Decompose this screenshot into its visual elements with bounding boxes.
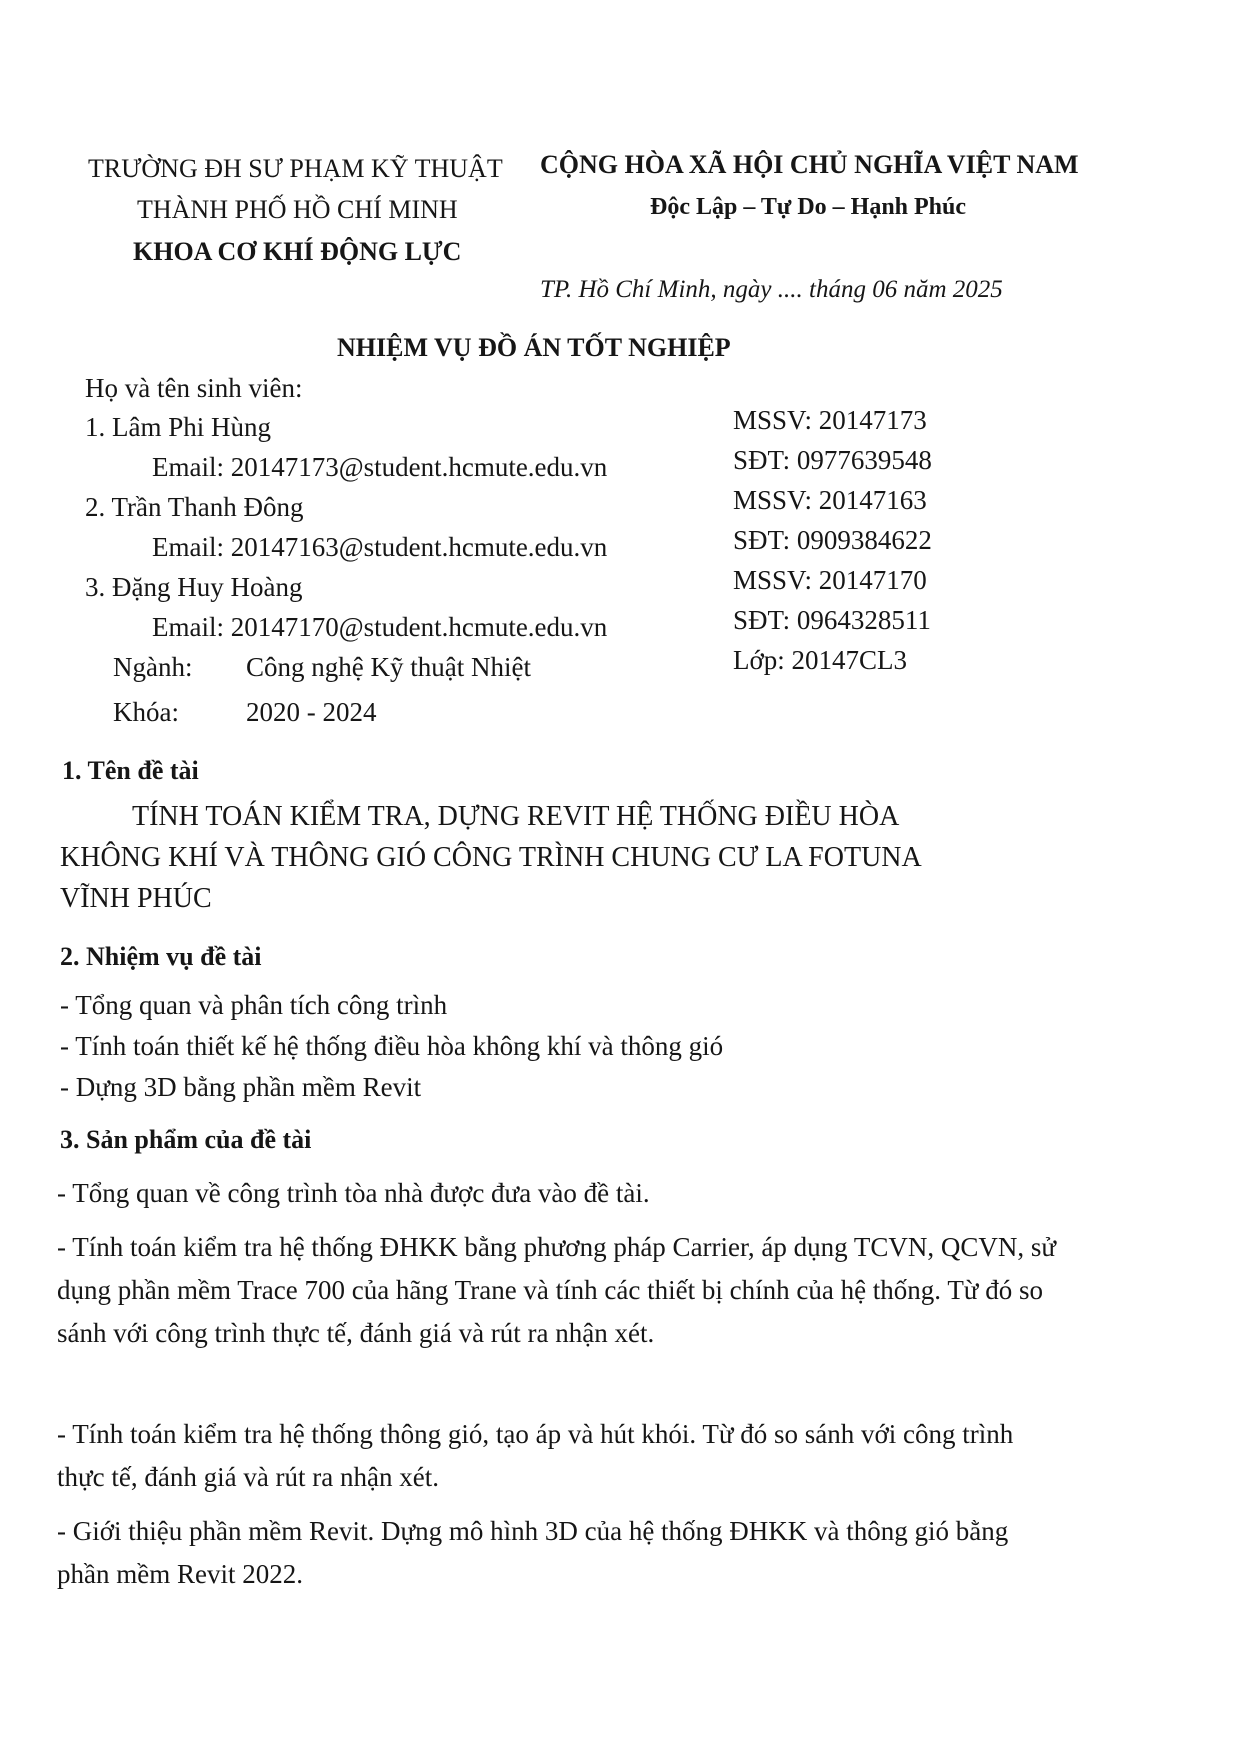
student-1-phone: SĐT: 0977639548: [733, 445, 932, 475]
faculty-name: KHOA CƠ KHÍ ĐỘNG LỰC: [133, 237, 462, 266]
student-1-mssv: MSSV: 20147173: [733, 405, 927, 435]
task-item: - Dựng 3D bằng phần mềm Revit: [60, 1072, 422, 1102]
student-3-email: Email: 20147170@student.hcmute.edu.vn: [152, 612, 608, 642]
thesis-topic-line2: KHÔNG KHÍ VÀ THÔNG GIÓ CÔNG TRÌNH CHUNG CƯ LA FOTUNA: [60, 842, 922, 873]
student-3-mssv: MSSV: 20147170: [733, 565, 927, 595]
product-paragraph: - Tính toán kiểm tra hệ thống thông gió, tạo áp và hút khói. Từ đó so sánh với công trình thực tế, đánh giá và rút ra nhận xét.: [57, 1419, 1014, 1492]
student-2-name: 2. Trần Thanh Đông: [85, 492, 304, 522]
product-paragraph: - Tính toán kiểm tra hệ thống ĐHKK bằng phương pháp Carrier, áp dụng TCVN, QCVN, sử dụng phần mềm Trace 700 của hãng Trane và tính các thiết bị chính của hệ thống. Từ đó so sánh với công trình thực tế, đánh giá và rút ra nhận xét.: [57, 1232, 1057, 1348]
task-item: - Tổng quan và phân tích công trình: [60, 990, 448, 1020]
student-2-email: Email: 20147163@student.hcmute.edu.vn: [152, 532, 608, 562]
program-value: Công nghệ Kỹ thuật Nhiệt: [246, 652, 531, 682]
product-paragraph: - Tổng quan về công trình tòa nhà được đưa vào đề tài.: [57, 1178, 650, 1208]
section-1-heading: 1. Tên đề tài: [62, 756, 199, 785]
document-title: NHIỆM VỤ ĐỒ ÁN TỐT NGHIỆP: [337, 333, 731, 362]
nation-motto: Độc Lập – Tự Do – Hạnh Phúc: [650, 194, 967, 220]
section-3-heading: 3. Sản phẩm của đề tài: [60, 1125, 312, 1154]
university-name-line1: TRƯỜNG ĐH SƯ PHẠM KỸ THUẬT: [88, 154, 503, 183]
students-label: Họ và tên sinh viên:: [85, 373, 303, 403]
class-value: Lớp: 20147CL3: [733, 645, 908, 675]
university-name-line2: THÀNH PHỐ HỒ CHÍ MINH: [137, 195, 458, 224]
student-2-mssv: MSSV: 20147163: [733, 485, 927, 515]
cohort-value: 2020 - 2024: [246, 697, 377, 727]
cohort-label: Khóa:: [113, 697, 179, 727]
section-2-heading: 2. Nhiệm vụ đề tài: [60, 942, 262, 971]
student-3-phone: SĐT: 0964328511: [733, 605, 931, 635]
thesis-topic-line3: VĨNH PHÚC: [60, 883, 212, 914]
date-line: TP. Hồ Chí Minh, ngày .... tháng 06 năm 2025: [540, 276, 1003, 303]
student-1-name: 1. Lâm Phi Hùng: [85, 412, 271, 442]
program-label: Ngành:: [113, 652, 193, 682]
student-3-name: 3. Đặng Huy Hoàng: [85, 572, 303, 602]
task-item: - Tính toán thiết kế hệ thống điều hòa không khí và thông gió: [60, 1031, 724, 1061]
product-paragraph: - Giới thiệu phần mềm Revit. Dựng mô hình 3D của hệ thống ĐHKK và thông gió bằng phần mềm Revit 2022.: [57, 1516, 1009, 1589]
thesis-topic: [60, 796, 1060, 919]
nation-title: CỘNG HÒA XÃ HỘI CHỦ NGHĨA VIỆT NAM: [540, 150, 1079, 179]
thesis-topic-line1: TÍNH TOÁN KIỂM TRA, DỰNG REVIT HỆ THỐNG ĐIỀU HÒA: [132, 801, 900, 832]
student-1-email: Email: 20147173@student.hcmute.edu.vn: [152, 452, 608, 482]
student-2-phone: SĐT: 0909384622: [733, 525, 932, 555]
